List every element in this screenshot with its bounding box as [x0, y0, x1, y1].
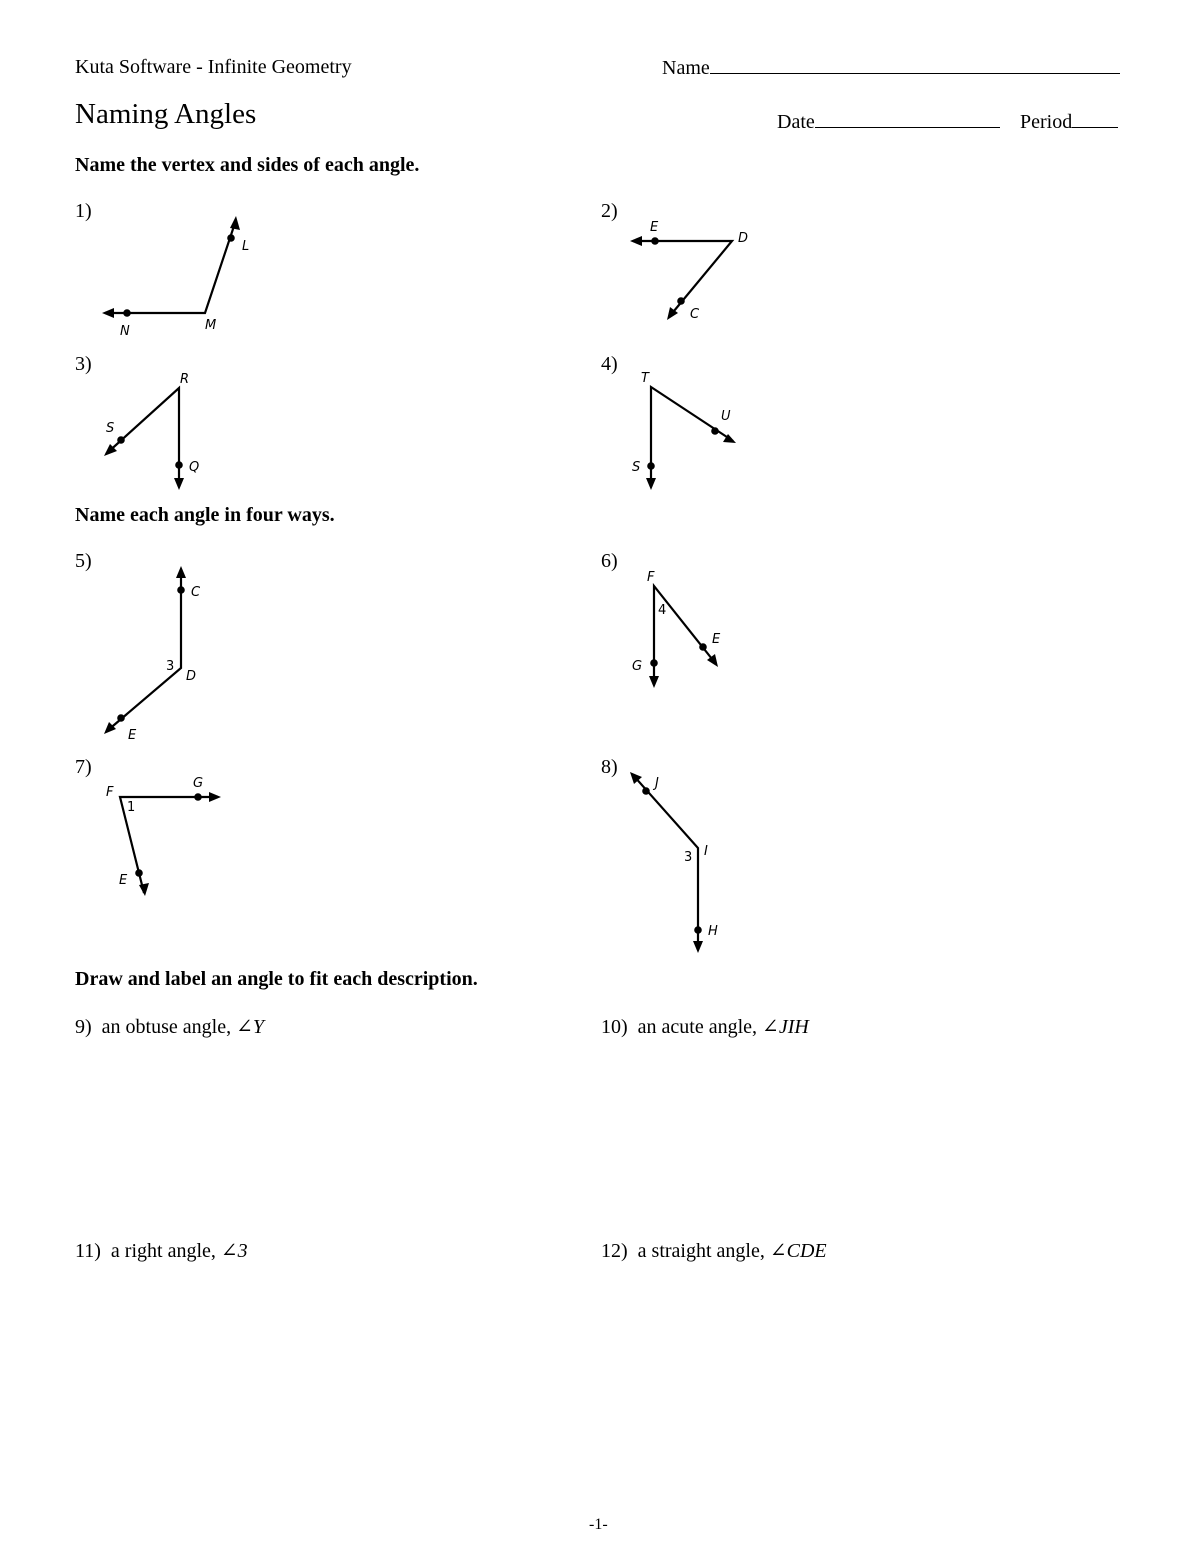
section-instruction-2: Name each angle in four ways. — [75, 504, 335, 526]
angle-symbol: ∠ — [762, 1016, 779, 1038]
angle-number: 3 — [166, 659, 175, 674]
angle-number: 3 — [684, 850, 693, 865]
name-label: Name — [662, 57, 710, 79]
point-label-R: R — [180, 372, 190, 387]
angle-symbol: ∠ — [769, 1240, 787, 1262]
page-number: -1- — [589, 1516, 608, 1533]
problem-number-1: 1) — [75, 200, 92, 222]
problem-number-11: 11) — [75, 1240, 101, 1262]
problem-number-6: 6) — [601, 550, 618, 572]
problem-number-5: 5) — [75, 550, 92, 572]
problem-10 — [601, 1014, 809, 1039]
point-label-E: E — [650, 220, 659, 235]
point-label-E: E — [119, 873, 128, 888]
point-label-S: S — [632, 460, 641, 475]
angle-name: CDE — [786, 1240, 827, 1262]
page-title: Naming Angles — [75, 98, 257, 130]
angle-symbol: ∠ — [236, 1016, 253, 1038]
point-label-I: I — [704, 844, 708, 859]
date-label: Date — [777, 111, 815, 133]
point-label-J: J — [655, 776, 659, 791]
angle-number: 4 — [658, 603, 667, 618]
point-label-F: F — [106, 785, 114, 800]
point-label-U: U — [721, 409, 731, 424]
publisher-label: Kuta Software - Infinite Geometry — [75, 56, 352, 78]
point-label-D: D — [738, 231, 749, 246]
point-label-G: G — [632, 659, 643, 674]
point-label-E: E — [128, 728, 137, 743]
problem-number-8: 8) — [601, 756, 618, 778]
problem-11 — [75, 1238, 248, 1263]
problem-number-9: 9) — [75, 1016, 92, 1038]
angle-symbol: ∠ — [220, 1240, 238, 1262]
point-label-E: E — [712, 632, 721, 647]
point-label-D: D — [186, 669, 197, 684]
section-instruction-3: Draw and label an angle to fit each description. — [75, 968, 478, 990]
problem-text-10: an acute angle, — [637, 1016, 758, 1038]
section-instruction-1: Name the vertex and sides of each angle. — [75, 154, 420, 176]
problem-9 — [75, 1014, 264, 1039]
point-label-C: C — [690, 307, 700, 322]
angle-name: JIH — [778, 1016, 809, 1038]
problem-number-7: 7) — [75, 756, 92, 778]
angle-name: 3 — [237, 1240, 248, 1262]
point-label-S: S — [106, 421, 115, 436]
angle-number: 1 — [127, 800, 136, 815]
point-label-C: C — [191, 585, 201, 600]
problem-text-9: an obtuse angle, — [101, 1016, 232, 1038]
point-label-G: G — [193, 776, 204, 791]
problem-text-11: a right angle, — [110, 1240, 216, 1262]
problem-text-12: a straight angle, — [637, 1240, 765, 1262]
point-label-M: M — [205, 318, 217, 333]
point-label-H: H — [708, 924, 718, 939]
point-label-Q: Q — [189, 460, 200, 475]
angle-name: Y — [252, 1016, 264, 1038]
point-dot — [694, 926, 702, 934]
problem-number-12: 12) — [601, 1240, 628, 1262]
problem-number-10: 10) — [601, 1016, 628, 1038]
problem-number-2: 2) — [601, 200, 618, 222]
problem-number-4: 4) — [601, 353, 618, 375]
point-label-N: N — [120, 324, 130, 339]
point-label-L: L — [242, 239, 250, 254]
arrowhead — [693, 941, 703, 953]
point-label-T: T — [641, 371, 649, 386]
point-label-F: F — [647, 570, 655, 585]
problem-12 — [601, 1238, 827, 1263]
problem-number-3: 3) — [75, 353, 92, 375]
period-label: Period — [1020, 111, 1073, 133]
point-dot — [642, 787, 650, 795]
